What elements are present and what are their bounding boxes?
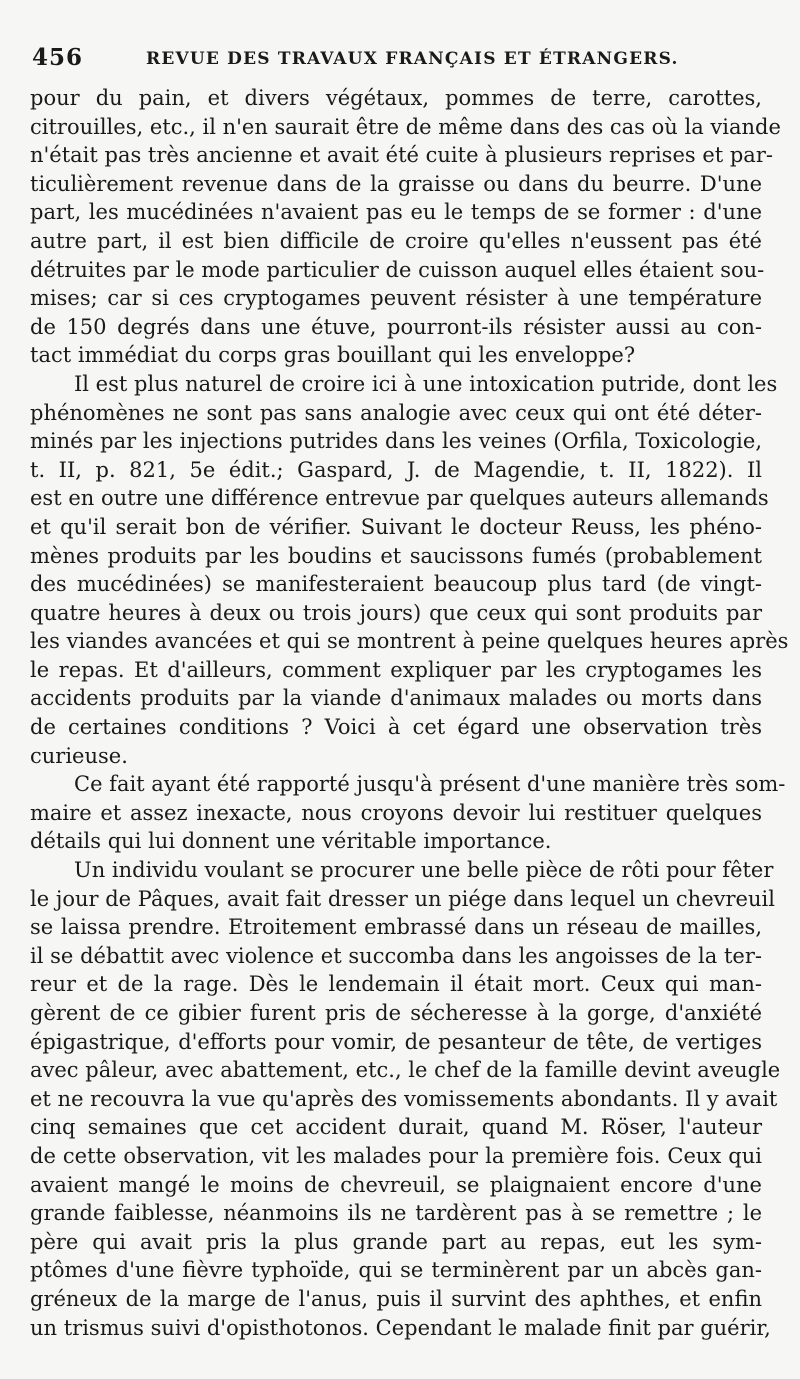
running-title: REVUE DES TRAVAUX FRANÇAIS ET ÉTRANGERS. [146,49,679,69]
text-line: un trismus suivi d'opisthotonos. Cependant le malade finit par guérir, [30,1315,771,1340]
text-line: autre part, il est bien difficile de croire qu'elles n'eussent pas été [30,228,762,253]
text-line: des mucédinées) se manifesteraient beaucoup plus tard (de vingt- [30,572,762,597]
text-line: grande faiblesse, néanmoins ils ne tardèrent pas à se remettre ; le [30,1201,762,1226]
text-line: mènes produits par les boudins et saucissons fumés (probablement [30,543,762,568]
text-line: détruites par le mode particulier de cuisson auquel elles étaient sou- [30,257,765,282]
text-line: les viandes avancées et qui se montrent à peine quelques heures après [30,629,789,654]
text-line: curieuse. [30,743,128,768]
text-line: se laissa prendre. Etroitement embrassé dans un réseau de mailles, [30,915,762,940]
text-line: détails qui lui donnent une véritable importance. [30,829,552,854]
text-line: quatre heures à deux ou trois jours) que ceux qui sont produits par [30,600,762,625]
text-line: ptômes d'une fièvre typhoïde, qui se terminèrent par un abcès gan- [30,1258,762,1283]
text-line: gèrent de ce gibier furent pris de sécheresse à la gorge, d'anxiété [30,1001,762,1025]
text-line: pour du pain, et divers végétaux, pommes de terre, carottes, [30,86,762,110]
page-number: 456 [32,44,84,71]
text-line: accidents produits par la viande d'animaux malades ou morts dans [30,686,762,711]
text-line: il se débattit avec violence et succomba dans les angoisses de la ter- [30,943,762,968]
text-line: t. II, p. 821, 5e édit.; Gaspard, J. de Magendie, t. II, 1822). Il [30,457,762,482]
text-line: phénomènes ne sont pas sans analogie avec ceux qui ont été déter- [30,400,762,425]
text-line: mises; car si ces cryptogames peuvent résister à une température [30,286,762,311]
text-line: père qui avait pris la plus grande part au repas, eut les sym- [30,1229,762,1254]
text-line: citrouilles, etc., il n'en saurait être de même dans des cas où la viande [30,114,781,139]
text-line: cinq semaines que cet accident durait, quand M. Röser, l'auteur [30,1115,762,1140]
text-line: est en outre une différence entrevue par quelques auteurs allemands [30,486,769,511]
page-header [32,44,772,84]
text-line: avec pâleur, avec abattement, etc., le chef de la famille devint aveugle [30,1058,781,1083]
text-line: et ne recouvra la vue qu'après des vomissements abondants. Il y avait [30,1086,778,1111]
body-text [30,84,789,1342]
text-line: ticulièrement revenue dans de la graisse ou dans du beurre. D'une [30,171,762,196]
text-line: épigastrique, d'efforts pour vomir, de pesanteur de tête, de vertiges [30,1029,762,1054]
text-line: le repas. Et d'ailleurs, comment expliquer par les cryptogames les [30,657,762,682]
text-line: tact immédiat du corps gras bouillant qui les enveloppe? [30,343,636,368]
text-line: Un individu voulant se procurer une belle pièce de rôti pour fêter [74,858,774,883]
text-line: reur et de la rage. Dès le lendemain il était mort. Ceux qui man- [30,972,762,997]
text-line: Ce fait ayant été rapporté jusqu'à présent d'une manière très som- [74,772,786,797]
text-line: avaient mangé le moins de chevreuil, se plaignaient encore d'une [30,1172,762,1197]
text-line: de 150 degrés dans une étuve, pourront-ils résister aussi au con- [30,314,762,339]
text-line: Il est plus naturel de croire ici à une intoxication putride, dont les [74,371,778,396]
text-line: maire et assez inexacte, nous croyons devoir lui restituer quelques [30,800,762,825]
text-line: minés par les injections putrides dans les veines (Orfila, Toxicologie, [30,429,762,454]
text-line: de cette observation, vit les malades pour la première fois. Ceux qui [30,1143,762,1168]
text-line: part, les mucédinées n'avaient pas eu le temps de se former : d'une [30,200,762,225]
text-line: le jour de Pâques, avait fait dresser un piége dans lequel un chevreuil [30,886,775,911]
text-line: gréneux de la marge de l'anus, puis il survint des aphthes, et enfin [30,1286,762,1311]
text-line: de certaines conditions ? Voici à cet égard une observation très [30,715,762,740]
text-line: n'était pas très ancienne et avait été cuite à plusieurs reprises et par- [30,143,773,168]
text-line: et qu'il serait bon de vérifier. Suivant le docteur Reuss, les phéno- [30,514,762,539]
